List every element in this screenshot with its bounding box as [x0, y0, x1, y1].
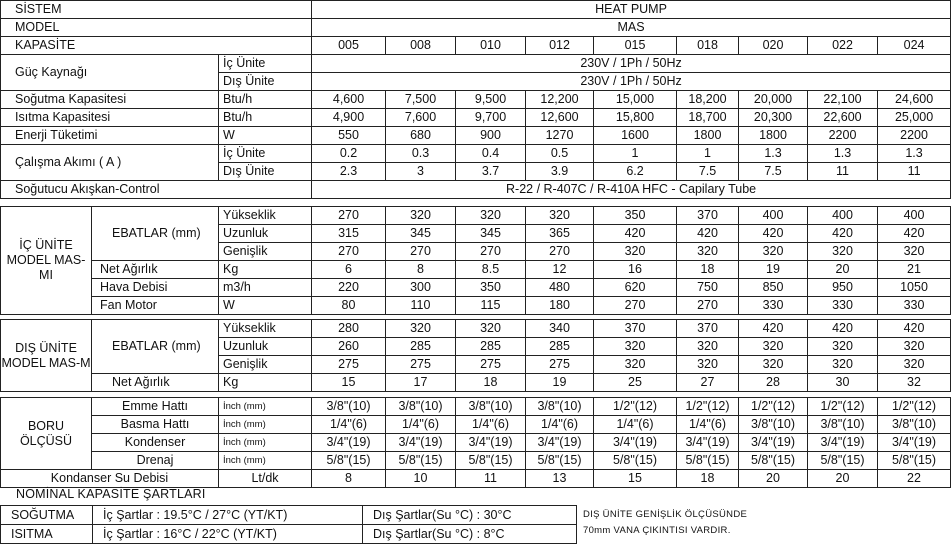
pipe-condenser-cell: 3/4"(19)	[456, 434, 526, 452]
outdoor-width-cell: 320	[594, 356, 677, 374]
nominal-table	[0, 505, 577, 544]
outdoor-height-cell: 320	[386, 320, 456, 338]
capacity-cell: 010	[456, 37, 526, 55]
indoor-weight-label: Net Ağırlık	[92, 261, 219, 279]
pipe-suction-cell: 3/8"(10)	[386, 398, 456, 416]
indoor-width-cell: 320	[808, 243, 878, 261]
pipe-group-label: BORU ÖLÇÜSÜ	[1, 398, 92, 470]
outdoor-weight-cell: 19	[526, 374, 594, 392]
outdoor-length-cell: 285	[526, 338, 594, 356]
pipe-suction-row	[1, 398, 951, 416]
cooling-cell: 12,200	[526, 91, 594, 109]
heating-row	[1, 109, 951, 127]
cooling-cell: 22,100	[808, 91, 878, 109]
indoor-length-cell: 345	[386, 225, 456, 243]
refrigerant-row	[1, 181, 951, 199]
outdoor-height-label: Yükseklik	[219, 320, 312, 338]
outdoor-width-cell: 275	[526, 356, 594, 374]
heating-cell: 15,800	[594, 109, 677, 127]
energy-label: Enerji Tüketimi	[1, 127, 219, 145]
indoor-width-cell: 320	[594, 243, 677, 261]
pipe-condenser-cell: 3/4"(19)	[386, 434, 456, 452]
indoor-height-cell: 400	[878, 207, 951, 225]
current-indoor-label: İç Ünite	[219, 145, 312, 163]
indoor-length-cell: 345	[456, 225, 526, 243]
indoor-unit-label: İç Ünite	[219, 55, 312, 73]
energy-unit: W	[219, 127, 312, 145]
pipe-discharge-row	[1, 416, 951, 434]
pipe-drain-cell: 5/8"(15)	[312, 452, 386, 470]
current-outdoor-cell: 7.5	[739, 163, 808, 181]
indoor-fan-cell: 330	[739, 297, 808, 315]
outdoor-length-cell: 320	[594, 338, 677, 356]
outdoor-unit-label: Dış Ünite	[219, 73, 312, 91]
nominal-title: NOMİNAL KAPASİTE ŞARTLARI	[16, 487, 206, 501]
water-flow-cell: 15	[594, 470, 677, 488]
indoor-weight-row	[1, 261, 951, 279]
nominal-heating-outdoor: Dış Şartlar(Su °C) : 8°C	[363, 525, 577, 544]
pipe-drain-cell: 5/8"(15)	[594, 452, 677, 470]
power-indoor-row	[1, 55, 951, 73]
indoor-length-cell: 420	[594, 225, 677, 243]
pipe-drain-cell: 5/8"(15)	[456, 452, 526, 470]
indoor-airflow-cell: 1050	[878, 279, 951, 297]
indoor-airflow-cell: 750	[677, 279, 739, 297]
current-indoor-cell: 0.5	[526, 145, 594, 163]
nominal-cooling-indoor: İç Şartlar : 19.5°C / 27°C (YT/KT)	[93, 506, 363, 525]
indoor-length-label: Uzunluk	[219, 225, 312, 243]
outdoor-height-cell: 420	[878, 320, 951, 338]
pipe-condenser-cell: 3/4"(19)	[312, 434, 386, 452]
indoor-height-cell: 320	[386, 207, 456, 225]
energy-cell: 2200	[808, 127, 878, 145]
pipe-drain-cell: 5/8"(15)	[878, 452, 951, 470]
indoor-width-label: Genişlik	[219, 243, 312, 261]
indoor-length-cell: 420	[677, 225, 739, 243]
outdoor-weight-cell: 27	[677, 374, 739, 392]
current-outdoor-cell: 2.3	[312, 163, 386, 181]
pipe-condenser-cell: 3/4"(19)	[594, 434, 677, 452]
water-flow-cell: 18	[677, 470, 739, 488]
outdoor-height-cell: 280	[312, 320, 386, 338]
model-row	[1, 19, 951, 37]
nominal-cooling-outdoor: Dış Şartlar(Su °C) : 30°C	[363, 506, 577, 525]
indoor-length-cell: 420	[878, 225, 951, 243]
energy-cell: 900	[456, 127, 526, 145]
outdoor-weight-cell: 28	[739, 374, 808, 392]
heating-cell: 7,600	[386, 109, 456, 127]
indoor-fan-cell: 180	[526, 297, 594, 315]
indoor-fan-cell: 270	[594, 297, 677, 315]
outdoor-height-cell: 420	[739, 320, 808, 338]
outdoor-width-cell: 275	[386, 356, 456, 374]
indoor-width-cell: 270	[526, 243, 594, 261]
water-flow-cell: 11	[456, 470, 526, 488]
indoor-width-cell: 320	[878, 243, 951, 261]
outdoor-width-cell: 275	[456, 356, 526, 374]
current-outdoor-cell: 7.5	[677, 163, 739, 181]
heating-cell: 20,300	[739, 109, 808, 127]
outdoor-length-cell: 320	[808, 338, 878, 356]
cooling-cell: 9,500	[456, 91, 526, 109]
indoor-length-cell: 365	[526, 225, 594, 243]
heating-unit: Btu/h	[219, 109, 312, 127]
current-indoor-row	[1, 145, 951, 163]
current-outdoor-cell: 3.7	[456, 163, 526, 181]
outdoor-width-cell: 320	[878, 356, 951, 374]
pipe-discharge-unit: İnch (mm)	[219, 416, 312, 434]
outdoor-weight-cell: 25	[594, 374, 677, 392]
pipe-suction-label: Emme Hattı	[92, 398, 219, 416]
outdoor-height-cell: 420	[808, 320, 878, 338]
outdoor-height-cell: 320	[456, 320, 526, 338]
indoor-length-cell: 420	[808, 225, 878, 243]
heating-cell: 22,600	[808, 109, 878, 127]
indoor-airflow-label: Hava Debisi	[92, 279, 219, 297]
current-indoor-cell: 1	[594, 145, 677, 163]
indoor-length-cell: 420	[739, 225, 808, 243]
outdoor-height-cell: 370	[677, 320, 739, 338]
system-row	[1, 1, 951, 19]
indoor-airflow-cell: 480	[526, 279, 594, 297]
capacity-cell: 015	[594, 37, 677, 55]
indoor-weight-cell: 20	[808, 261, 878, 279]
indoor-height-cell: 320	[526, 207, 594, 225]
pipe-condenser-cell: 3/4"(19)	[526, 434, 594, 452]
pipe-condenser-label: Kondenser	[92, 434, 219, 452]
outdoor-height-cell: 340	[526, 320, 594, 338]
water-flow-cell: 20	[739, 470, 808, 488]
indoor-width-cell: 270	[312, 243, 386, 261]
water-flow-cell: 8	[312, 470, 386, 488]
pipe-drain-unit: İnch (mm)	[219, 452, 312, 470]
energy-cell: 680	[386, 127, 456, 145]
pipe-condenser-cell: 3/4"(19)	[808, 434, 878, 452]
outdoor-width-cell: 275	[312, 356, 386, 374]
indoor-power-value: 230V / 1Ph / 50Hz	[312, 55, 951, 73]
current-outdoor-cell: 6.2	[594, 163, 677, 181]
current-label: Çalışma Akımı ( A )	[1, 145, 219, 181]
capacity-cell: 018	[677, 37, 739, 55]
pipe-drain-cell: 5/8"(15)	[808, 452, 878, 470]
current-outdoor-cell: 3	[386, 163, 456, 181]
indoor-height-cell: 400	[808, 207, 878, 225]
outdoor-weight-cell: 32	[878, 374, 951, 392]
capacity-cell: 012	[526, 37, 594, 55]
capacity-cell: 005	[312, 37, 386, 55]
indoor-width-cell: 270	[386, 243, 456, 261]
pipe-suction-cell: 3/8"(10)	[456, 398, 526, 416]
capacity-row	[1, 37, 951, 55]
current-indoor-cell: 1.3	[808, 145, 878, 163]
indoor-airflow-cell: 620	[594, 279, 677, 297]
indoor-width-cell: 320	[739, 243, 808, 261]
pipe-discharge-cell: 3/8"(10)	[739, 416, 808, 434]
indoor-fan-unit: W	[219, 297, 312, 315]
pipe-discharge-cell: 1/4"(6)	[386, 416, 456, 434]
refrigerant-value: R-22 / R-407C / R-410A HFC - Capilary Tube	[312, 181, 951, 199]
water-flow-cell: 10	[386, 470, 456, 488]
system-value: HEAT PUMP	[312, 1, 951, 19]
heating-cell: 12,600	[526, 109, 594, 127]
water-flow-cell: 22	[878, 470, 951, 488]
nominal-heating-indoor: İç Şartlar : 16°C / 22°C (YT/KT)	[93, 525, 363, 544]
heating-cell: 4,900	[312, 109, 386, 127]
indoor-unit-table	[0, 206, 951, 315]
capacity-cell: 022	[808, 37, 878, 55]
capacity-label: KAPASİTE	[1, 37, 312, 55]
energy-cell: 1600	[594, 127, 677, 145]
indoor-fan-cell: 115	[456, 297, 526, 315]
pipe-condenser-cell: 3/4"(19)	[878, 434, 951, 452]
indoor-weight-cell: 12	[526, 261, 594, 279]
indoor-dims-label: EBATLAR (mm)	[92, 207, 219, 261]
cooling-cell: 4,600	[312, 91, 386, 109]
heating-cell: 9,700	[456, 109, 526, 127]
indoor-weight-cell: 8	[386, 261, 456, 279]
current-indoor-cell: 0.3	[386, 145, 456, 163]
current-indoor-cell: 1.3	[878, 145, 951, 163]
pipe-discharge-cell: 3/8"(10)	[808, 416, 878, 434]
heating-cell: 25,000	[878, 109, 951, 127]
power-source-label: Güç Kaynağı	[1, 55, 219, 91]
outdoor-height-row	[1, 320, 951, 338]
heating-label: Isıtma Kapasitesi	[1, 109, 219, 127]
indoor-height-cell: 400	[739, 207, 808, 225]
outdoor-weight-cell: 17	[386, 374, 456, 392]
water-flow-label: Kondanser Su Debisi	[1, 470, 219, 488]
pipe-suction-cell: 1/2"(12)	[677, 398, 739, 416]
indoor-fan-cell: 110	[386, 297, 456, 315]
system-label: SİSTEM	[1, 1, 312, 19]
cooling-cell: 7,500	[386, 91, 456, 109]
indoor-fan-cell: 330	[878, 297, 951, 315]
pipe-condenser-cell: 3/4"(19)	[739, 434, 808, 452]
water-flow-cell: 20	[808, 470, 878, 488]
note-line-1: DIŞ ÜNİTE GENİŞLİK ÖLÇÜSÜNDE	[583, 509, 748, 520]
current-outdoor-label: Dış Ünite	[219, 163, 312, 181]
pipe-discharge-cell: 3/8"(10)	[878, 416, 951, 434]
indoor-height-label: Yükseklik	[219, 207, 312, 225]
indoor-height-row	[1, 207, 951, 225]
outdoor-length-cell: 320	[878, 338, 951, 356]
pipe-drain-cell: 5/8"(15)	[739, 452, 808, 470]
capacity-cell: 024	[878, 37, 951, 55]
indoor-airflow-cell: 950	[808, 279, 878, 297]
pipe-suction-cell: 1/2"(12)	[808, 398, 878, 416]
cooling-unit: Btu/h	[219, 91, 312, 109]
current-indoor-cell: 0.2	[312, 145, 386, 163]
indoor-weight-unit: Kg	[219, 261, 312, 279]
pipe-size-table	[0, 397, 951, 488]
pipe-discharge-cell: 1/4"(6)	[312, 416, 386, 434]
current-indoor-cell: 1.3	[739, 145, 808, 163]
pipe-discharge-cell: 1/4"(6)	[456, 416, 526, 434]
heating-cell: 18,700	[677, 109, 739, 127]
capacity-cell: 020	[739, 37, 808, 55]
pipe-suction-cell: 1/2"(12)	[739, 398, 808, 416]
nominal-cooling-row	[1, 506, 577, 525]
outdoor-length-cell: 285	[456, 338, 526, 356]
pipe-discharge-cell: 1/4"(6)	[526, 416, 594, 434]
energy-cell: 550	[312, 127, 386, 145]
outdoor-width-label: Genişlik	[219, 356, 312, 374]
indoor-fan-cell: 80	[312, 297, 386, 315]
outdoor-length-cell: 260	[312, 338, 386, 356]
indoor-airflow-cell: 300	[386, 279, 456, 297]
outdoor-width-cell: 320	[677, 356, 739, 374]
indoor-height-cell: 270	[312, 207, 386, 225]
outdoor-weight-row	[1, 374, 951, 392]
current-indoor-cell: 0.4	[456, 145, 526, 163]
pipe-suction-cell: 1/2"(12)	[878, 398, 951, 416]
indoor-weight-cell: 16	[594, 261, 677, 279]
outdoor-weight-cell: 30	[808, 374, 878, 392]
outdoor-width-cell: 320	[739, 356, 808, 374]
indoor-weight-cell: 8.5	[456, 261, 526, 279]
pipe-suction-cell: 1/2"(12)	[594, 398, 677, 416]
outdoor-width-cell: 320	[808, 356, 878, 374]
pipe-discharge-label: Basma Hattı	[92, 416, 219, 434]
pipe-suction-unit: İnch (mm)	[219, 398, 312, 416]
refrigerant-label: Soğutucu Akışkan-Control	[1, 181, 312, 199]
indoor-fan-cell: 270	[677, 297, 739, 315]
outdoor-unit-table	[0, 319, 951, 392]
capacity-cell: 008	[386, 37, 456, 55]
model-label: MODEL	[1, 19, 312, 37]
nominal-heating-label: ISITMA	[1, 525, 93, 544]
pipe-drain-row	[1, 452, 951, 470]
indoor-length-cell: 315	[312, 225, 386, 243]
energy-cell: 2200	[878, 127, 951, 145]
pipe-discharge-cell: 1/4"(6)	[677, 416, 739, 434]
cooling-label: Soğutma Kapasitesi	[1, 91, 219, 109]
outdoor-dims-label: EBATLAR (mm)	[92, 320, 219, 374]
pipe-condenser-cell: 3/4"(19)	[677, 434, 739, 452]
water-flow-cell: 13	[526, 470, 594, 488]
indoor-unit-group-label: İÇ ÜNİTE MODEL MAS-MI	[1, 207, 92, 315]
indoor-airflow-cell: 220	[312, 279, 386, 297]
note-line-2: 70mm VANA ÇIKINTISI VARDIR.	[583, 525, 731, 536]
pipe-condenser-unit: İnch (mm)	[219, 434, 312, 452]
water-flow-row	[1, 470, 951, 488]
current-outdoor-cell: 11	[808, 163, 878, 181]
indoor-airflow-cell: 350	[456, 279, 526, 297]
pipe-drain-cell: 5/8"(15)	[526, 452, 594, 470]
pipe-suction-cell: 3/8"(10)	[526, 398, 594, 416]
indoor-fan-row	[1, 297, 951, 315]
outdoor-length-label: Uzunluk	[219, 338, 312, 356]
general-spec-table	[0, 0, 951, 199]
nominal-heating-row	[1, 525, 577, 544]
outdoor-power-value: 230V / 1Ph / 50Hz	[312, 73, 951, 91]
pipe-discharge-cell: 1/4"(6)	[594, 416, 677, 434]
energy-cell: 1800	[677, 127, 739, 145]
current-outdoor-cell: 11	[878, 163, 951, 181]
outdoor-weight-label: Net Ağırlık	[92, 374, 219, 392]
outdoor-weight-cell: 15	[312, 374, 386, 392]
pipe-drain-label: Drenaj	[92, 452, 219, 470]
cooling-cell: 18,200	[677, 91, 739, 109]
current-outdoor-cell: 3.9	[526, 163, 594, 181]
indoor-height-cell: 350	[594, 207, 677, 225]
outdoor-length-cell: 285	[386, 338, 456, 356]
cooling-cell: 20,000	[739, 91, 808, 109]
indoor-weight-cell: 18	[677, 261, 739, 279]
indoor-width-cell: 270	[456, 243, 526, 261]
outdoor-weight-unit: Kg	[219, 374, 312, 392]
pipe-drain-cell: 5/8"(15)	[677, 452, 739, 470]
indoor-airflow-unit: m3/h	[219, 279, 312, 297]
outdoor-length-cell: 320	[677, 338, 739, 356]
cooling-cell: 15,000	[594, 91, 677, 109]
cooling-row	[1, 91, 951, 109]
model-value: MAS	[312, 19, 951, 37]
indoor-weight-cell: 19	[739, 261, 808, 279]
cooling-cell: 24,600	[878, 91, 951, 109]
indoor-airflow-cell: 850	[739, 279, 808, 297]
indoor-weight-cell: 21	[878, 261, 951, 279]
energy-cell: 1270	[526, 127, 594, 145]
energy-row	[1, 127, 951, 145]
water-flow-unit: Lt/dk	[219, 470, 312, 488]
indoor-airflow-row	[1, 279, 951, 297]
energy-cell: 1800	[739, 127, 808, 145]
pipe-suction-cell: 3/8"(10)	[312, 398, 386, 416]
nominal-cooling-label: SOĞUTMA	[1, 506, 93, 525]
pipe-drain-cell: 5/8"(15)	[386, 452, 456, 470]
current-indoor-cell: 1	[677, 145, 739, 163]
indoor-height-cell: 370	[677, 207, 739, 225]
indoor-width-cell: 320	[677, 243, 739, 261]
indoor-weight-cell: 6	[312, 261, 386, 279]
indoor-fan-cell: 330	[808, 297, 878, 315]
pipe-condenser-row	[1, 434, 951, 452]
indoor-fan-label: Fan Motor	[92, 297, 219, 315]
outdoor-length-cell: 320	[739, 338, 808, 356]
outdoor-weight-cell: 18	[456, 374, 526, 392]
outdoor-unit-group-label: DIŞ ÜNİTE MODEL MAS-M	[1, 320, 92, 392]
indoor-height-cell: 320	[456, 207, 526, 225]
outdoor-height-cell: 370	[594, 320, 677, 338]
